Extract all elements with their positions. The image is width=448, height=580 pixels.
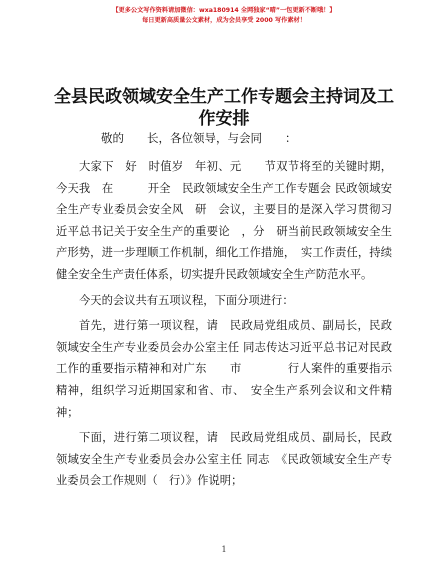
greeting-line: 敬的 长，各位领导，与会同 ： (101, 131, 297, 145)
paragraph-agenda-item-1: 首先，进行第一项议程，请 民政局党组成员、副局长，民政领域安全生产专业委员会办公室主任 同志传达习近平总书记对民政工作的重要指示精神和对广东 市 行人案件的重要指示精神，组织学习近期国家和省、市、 安全生产系列会议和文件精神； (56, 319, 392, 419)
paragraph-opening: 大家下 好 时值岁 年初、元 节双节将至的关键时期，今天我 在 开全 民政领域安全生产工作专题会 民政领域安全生产专业委员会安全风 研 会议，主要目的是深入学习贯彻习近平总书记关于安全生产的重要论 ，分 研当前民政领域安全生产形势，进一步理顺工作机制，细化工作措施， 实工作责任，持续健全安全生产责任体系，切实提升民政领域安全生产防范水平。 (56, 160, 392, 281)
promo-banner (0, 6, 448, 26)
document-body (56, 156, 392, 496)
promo-banner-line-1: 【更多公文写作资料请加微信：wxa180914 全网独家“晴”一包更新不断哦！】 (112, 7, 336, 14)
promo-banner-line-2: 每日更新高质量公文素材，成为会员享受 2000 写作素材！ (142, 17, 306, 24)
document-title: 全县民政领域安全生产工作专题会主持词及工作安排 (54, 87, 394, 129)
paragraph-agenda-item-2: 下面，进行第二项议程，请 民政局党组成员、副局长，民政领域安全生产专业委员会办公室主任 同志 《民政领域安全生产专业委员会工作规则（ 行）》作说明； (56, 431, 392, 488)
page-number: 1 (221, 545, 227, 554)
paragraph-agenda-intro: 今天的会议共有五项议程，下面分项进行： (79, 293, 294, 307)
